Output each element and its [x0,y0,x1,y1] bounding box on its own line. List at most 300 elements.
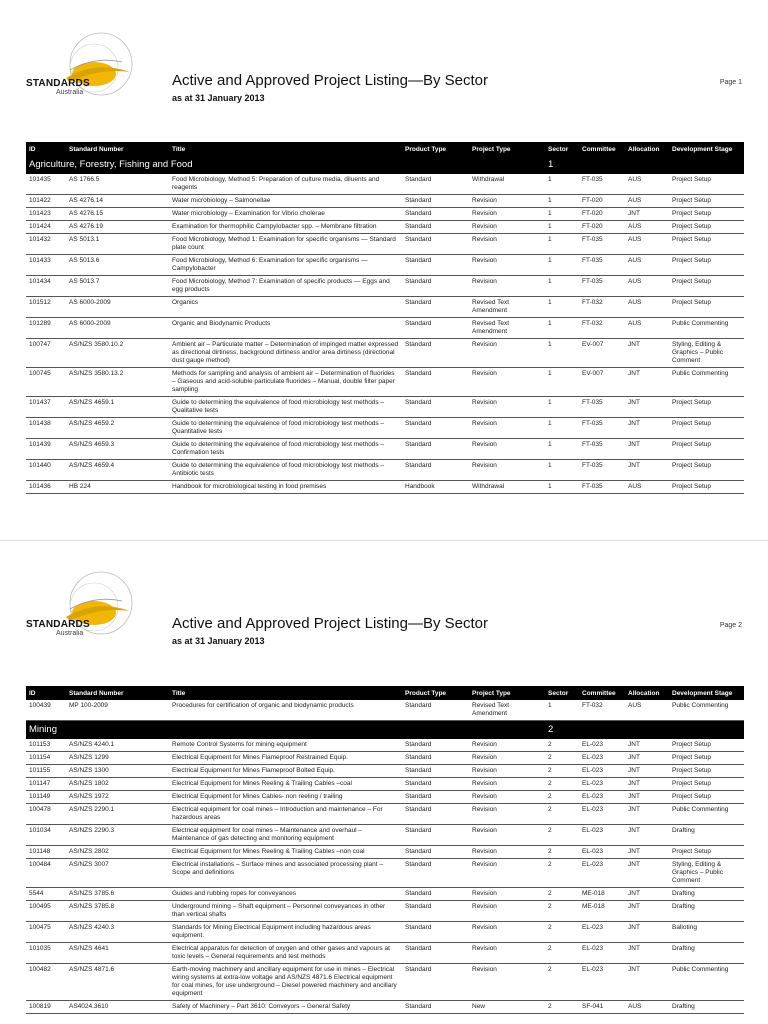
id-cell: 101424 [26,221,66,234]
development-stage-cell: Project Setup [669,276,744,297]
project-type-cell: Revision [469,942,545,963]
standard-number-cell: AS/NZS 4659.3 [66,439,169,460]
committee-cell: EL-023 [579,764,625,777]
table-row [26,318,744,339]
standard-number-cell: AS/NZS 3785.6 [66,887,169,900]
title-cell: Electrical Equipment for Mines Reeling & Trailing Cables –non coal [169,845,402,858]
sector-cell: 2 [545,887,579,900]
standard-number-cell: AS4024.3610 [66,1000,169,1013]
logo-subtext: Australia [56,89,84,96]
sector-cell: 2 [545,921,579,942]
id-cell: 101149 [26,790,66,803]
development-stage-cell: Styling, Editing & Graphics – Public Comment [669,339,744,368]
title-cell: Water microbiology – Examination for Vibrio cholerae [169,208,402,221]
development-stage-cell: Project Setup [669,418,744,439]
title-cell: Remote Control Systems for mining equipment [169,739,402,752]
committee-cell: FT-032 [579,700,625,721]
product-type-cell: Standard [402,790,469,803]
product-type-cell: Standard [402,921,469,942]
sector-cell: 2 [545,764,579,777]
allocation-cell: JNT [625,751,669,764]
standard-number-cell: AS/NZS 4240.1 [66,739,169,752]
standard-number-cell: AS/NZS 3007 [66,858,169,887]
product-type-cell: Standard [402,255,469,276]
table-header-row [26,142,744,156]
sector-cell: 2 [545,845,579,858]
project-type-cell: Revision [469,845,545,858]
development-stage-cell: Project Setup [669,845,744,858]
page-number: Page 1 [719,79,742,86]
development-stage-cell: Project Setup [669,195,744,208]
sector-cell: 1 [545,481,579,494]
table-row [26,764,744,777]
project-type-cell: Revision [469,418,545,439]
project-type-cell: Revision [469,368,545,397]
project-type-cell: New [469,1000,545,1013]
title-cell: Electrical equipment for coal mines – Maintenance and overhaul – Maintenance of gas detecting and monitoring equipment [169,824,402,845]
id-cell: 100819 [26,1000,66,1013]
sector-header-row [26,721,744,739]
title-cell: Food Microbiology, Method 5: Preparation of culture media, diluents and reagents [169,174,402,195]
allocation-cell: JNT [625,900,669,921]
table-row [26,174,744,195]
product-type-cell: Standard [402,418,469,439]
development-stage-cell: Public Commenting [669,368,744,397]
page-2 [0,540,768,1024]
project-table [26,686,744,1014]
standard-number-cell: AS/NZS 4659.4 [66,460,169,481]
table-row [26,234,744,255]
logo-wordmark: STANDARDS [26,619,90,630]
page-title: Active and Approved Project Listing—By Sector [172,72,488,89]
sector-cell: 1 [545,255,579,276]
table-row [26,1000,744,1013]
project-type-cell: Revision [469,803,545,824]
logo-wordmark: STANDARDS [26,78,90,89]
sector-cell: 1 [545,297,579,318]
sector-cell: 2 [545,900,579,921]
committee-cell: EL-023 [579,845,625,858]
title-cell: Food Microbiology, Method 1: Examination for specific organisms — Standard plate count [169,234,402,255]
committee-cell: ME-018 [579,900,625,921]
committee-cell: EL-023 [579,824,625,845]
table-row [26,460,744,481]
development-stage-cell: Project Setup [669,439,744,460]
id-cell: 100439 [26,700,66,721]
sector-cell: 1 [545,439,579,460]
development-stage-cell: Drafting [669,900,744,921]
column-header: Committee [579,142,625,156]
allocation-cell: JNT [625,777,669,790]
sector-cell: 2 [545,963,579,1000]
id-cell: 101423 [26,208,66,221]
committee-cell: EL-023 [579,963,625,1000]
project-type-cell: Revision [469,824,545,845]
committee-cell: EL-023 [579,777,625,790]
development-stage-cell: Project Setup [669,481,744,494]
standard-number-cell: AS/NZS 1300 [66,764,169,777]
id-cell: 101147 [26,777,66,790]
title-cell: Standards for Mining Electrical Equipment including hazardous areas equipment. [169,921,402,942]
allocation-cell: AUS [625,481,669,494]
title-cell: Ambient air – Particulate matter – Determination of impinged matter expressed as directional dirtiness, background dirtiness and/or area dirtiness (directional dust gauge method) [169,339,402,368]
standard-number-cell: AS 5013.1 [66,234,169,255]
project-type-cell: Withdrawal [469,481,545,494]
title-cell: Food Microbiology, Method 7: Examination of specific products — Eggs and egg products [169,276,402,297]
project-type-cell: Revision [469,339,545,368]
allocation-cell: AUS [625,174,669,195]
title-cell: Handbook for microbiological testing in food premises [169,481,402,494]
title-cell: Water microbiology – Salmonellae [169,195,402,208]
product-type-cell: Standard [402,777,469,790]
standard-number-cell: AS/NZS 4240.3 [66,921,169,942]
id-cell: 101035 [26,942,66,963]
project-type-cell: Revision [469,195,545,208]
project-type-cell: Revision [469,439,545,460]
sector-cell: 1 [545,318,579,339]
development-stage-cell: Public Commenting [669,318,744,339]
product-type-cell: Standard [402,803,469,824]
development-stage-cell: Public Commenting [669,803,744,824]
table-row [26,739,744,752]
sector-cell: 2 [545,1000,579,1013]
table-row [26,803,744,824]
column-header: Project Type [469,686,545,700]
project-type-cell: Revision [469,777,545,790]
table-row [26,297,744,318]
title-cell: Electrical Equipment for Mines Reeling & Trailing Cables –coal [169,777,402,790]
sector-number: 2 [545,721,744,739]
development-stage-cell: Styling, Editing & Graphics – Public Comment [669,858,744,887]
product-type-cell: Standard [402,1000,469,1013]
development-stage-cell: Project Setup [669,174,744,195]
committee-cell: ME-018 [579,887,625,900]
table-row [26,418,744,439]
standard-number-cell: AS/NZS 4641 [66,942,169,963]
committee-cell: FT-035 [579,439,625,460]
development-stage-cell: Project Setup [669,221,744,234]
sector-cell: 2 [545,858,579,887]
product-type-cell: Standard [402,439,469,460]
title-cell: Procedures for certification of organic and biodynamic products [169,700,402,721]
sector-cell: 2 [545,739,579,752]
product-type-cell: Standard [402,751,469,764]
table-row [26,751,744,764]
standard-number-cell: AS 5013.6 [66,255,169,276]
project-type-cell: Revision [469,739,545,752]
allocation-cell: AUS [625,255,669,276]
table-row [26,845,744,858]
sector-cell: 1 [545,397,579,418]
id-cell: 100478 [26,803,66,824]
title-cell: Examination for thermophilic Campylobacter spp. – Membrane filtration [169,221,402,234]
development-stage-cell: Drafting [669,942,744,963]
sector-cell: 1 [545,234,579,255]
column-header: Sector [545,142,579,156]
standard-number-cell: AS/NZS 2290.1 [66,803,169,824]
project-type-cell: Revision [469,887,545,900]
development-stage-cell: Project Setup [669,764,744,777]
allocation-cell: AUS [625,234,669,255]
page-title: Active and Approved Project Listing—By Sector [172,615,488,632]
standards-australia-logo [26,569,146,669]
table-row [26,221,744,234]
project-type-cell: Withdrawal [469,174,545,195]
development-stage-cell: Public Commenting [669,700,744,721]
table-row [26,858,744,887]
table-row [26,368,744,397]
product-type-cell: Standard [402,397,469,418]
development-stage-cell: Project Setup [669,790,744,803]
standard-number-cell: AS 1766.5 [66,174,169,195]
committee-cell: FT-035 [579,397,625,418]
development-stage-cell: Balloting [669,921,744,942]
project-type-cell: Revision [469,900,545,921]
committee-cell: EV-007 [579,339,625,368]
product-type-cell: Standard [402,460,469,481]
id-cell: 101433 [26,255,66,276]
committee-cell: FT-020 [579,221,625,234]
title-cell: Earth-moving machinery and ancillary equipment for use in mines – Electrical wiring systems at extra-low voltage and AS/NZS 4871.6 Electrical equipment for coal mines, for use underground – Diesel powered machinery and ancillary equipment [169,963,402,1000]
sector-cell: 2 [545,824,579,845]
table-row [26,481,744,494]
table-row [26,824,744,845]
development-stage-cell: Project Setup [669,297,744,318]
standard-number-cell: AS/NZS 4659.1 [66,397,169,418]
allocation-cell: AUS [625,276,669,297]
column-header: Standard Number [66,142,169,156]
allocation-cell: JNT [625,368,669,397]
committee-cell: FT-035 [579,255,625,276]
product-type-cell: Standard [402,700,469,721]
id-cell: 101512 [26,297,66,318]
standard-number-cell: MP 100-2009 [66,700,169,721]
sector-cell: 1 [545,276,579,297]
title-cell: Electrical Equipment for Mines Flameproof Bolted Equip. [169,764,402,777]
id-cell: 100745 [26,368,66,397]
product-type-cell: Standard [402,900,469,921]
sector-cell: 1 [545,339,579,368]
sector-cell: 2 [545,777,579,790]
column-header: Development Stage [669,142,744,156]
product-type-cell: Standard [402,208,469,221]
id-cell: 101438 [26,418,66,439]
id-cell: 101289 [26,318,66,339]
project-type-cell: Revision [469,460,545,481]
product-type-cell: Standard [402,845,469,858]
development-stage-cell: Project Setup [669,208,744,221]
allocation-cell: JNT [625,439,669,460]
title-cell: Guide to determining the equivalence of food microbiology test methods – Qualitative tests [169,397,402,418]
table-row [26,942,744,963]
column-header: Allocation [625,142,669,156]
title-cell: Electrical installations – Surface mines and associated processing plant – Scope and definitions [169,858,402,887]
development-stage-cell: Drafting [669,1000,744,1013]
allocation-cell: JNT [625,339,669,368]
id-cell: 101434 [26,276,66,297]
table-row [26,900,744,921]
table-row [26,700,744,721]
development-stage-cell: Project Setup [669,739,744,752]
title-cell: Underground mining – Shaft equipment – Personnel conveyances in other than vertical shafts [169,900,402,921]
standard-number-cell: AS/NZS 1972 [66,790,169,803]
allocation-cell: JNT [625,921,669,942]
development-stage-cell: Project Setup [669,255,744,276]
table-row [26,397,744,418]
committee-cell: FT-035 [579,460,625,481]
development-stage-cell: Public Commenting [669,963,744,1000]
sector-name: Mining [26,721,545,739]
product-type-cell: Standard [402,887,469,900]
committee-cell: EV-007 [579,368,625,397]
development-stage-cell: Drafting [669,887,744,900]
title-cell: Organic and Biodynamic Products [169,318,402,339]
product-type-cell: Standard [402,824,469,845]
page-subtitle: as at 31 January 2013 [172,636,265,646]
allocation-cell: JNT [625,858,669,887]
committee-cell: EL-023 [579,921,625,942]
id-cell: 100475 [26,921,66,942]
product-type-cell: Handbook [402,481,469,494]
allocation-cell: JNT [625,764,669,777]
id-cell: 101422 [26,195,66,208]
product-type-cell: Standard [402,739,469,752]
allocation-cell: AUS [625,318,669,339]
product-type-cell: Standard [402,195,469,208]
id-cell: 101440 [26,460,66,481]
column-header: Title [169,142,402,156]
allocation-cell: JNT [625,887,669,900]
allocation-cell: AUS [625,700,669,721]
column-header: Standard Number [66,686,169,700]
sector-cell: 2 [545,751,579,764]
allocation-cell: JNT [625,824,669,845]
column-header: Allocation [625,686,669,700]
project-table [26,142,744,494]
title-cell: Electrical apparatus for detection of oxygen and other gases and vapours at toxic levels – General requirements and test methods [169,942,402,963]
id-cell: 100482 [26,963,66,1000]
sector-cell: 1 [545,195,579,208]
standards-australia-logo [26,30,146,130]
title-cell: Electrical equipment for coal mines – Introduction and maintenance – For hazardous areas [169,803,402,824]
committee-cell: FT-032 [579,318,625,339]
column-header: Sector [545,686,579,700]
product-type-cell: Standard [402,368,469,397]
allocation-cell: JNT [625,790,669,803]
table-row [26,339,744,368]
sector-cell: 2 [545,803,579,824]
id-cell: 101435 [26,174,66,195]
table-header-row [26,686,744,700]
allocation-cell: AUS [625,1000,669,1013]
committee-cell: SF-041 [579,1000,625,1013]
allocation-cell: JNT [625,803,669,824]
title-cell: Guides and rubbing ropes for conveyances [169,887,402,900]
standard-number-cell: AS 6000-2009 [66,318,169,339]
column-header: Development Stage [669,686,744,700]
committee-cell: FT-035 [579,481,625,494]
committee-cell: EL-023 [579,942,625,963]
standard-number-cell: AS 4276.15 [66,208,169,221]
standard-number-cell: AS/NZS 2802 [66,845,169,858]
table-row [26,195,744,208]
development-stage-cell: Project Setup [669,460,744,481]
id-cell: 100747 [26,339,66,368]
column-header: Title [169,686,402,700]
standard-number-cell: HB 224 [66,481,169,494]
sector-cell: 2 [545,790,579,803]
title-cell: Safety of Machinery – Part 3610: Conveyors – General Safety [169,1000,402,1013]
committee-cell: EL-023 [579,739,625,752]
project-type-cell: Revised Text Amendment [469,318,545,339]
page-subtitle: as at 31 January 2013 [172,93,265,103]
project-type-cell: Revised Text Amendment [469,297,545,318]
column-header: Product Type [402,142,469,156]
standard-number-cell: AS/NZS 1299 [66,751,169,764]
development-stage-cell: Project Setup [669,397,744,418]
id-cell: 101439 [26,439,66,460]
project-type-cell: Revision [469,276,545,297]
product-type-cell: Standard [402,221,469,234]
allocation-cell: JNT [625,418,669,439]
development-stage-cell: Project Setup [669,234,744,255]
table-row [26,887,744,900]
project-type-cell: Revision [469,764,545,777]
sector-cell: 1 [545,700,579,721]
sector-header-row [26,156,744,174]
allocation-cell: JNT [625,845,669,858]
column-header: Product Type [402,686,469,700]
id-cell: 101153 [26,739,66,752]
logo-subtext: Australia [56,630,84,637]
project-type-cell: Revision [469,255,545,276]
id-cell: 5544 [26,887,66,900]
product-type-cell: Standard [402,234,469,255]
project-type-cell: Revision [469,751,545,764]
allocation-cell: AUS [625,221,669,234]
committee-cell: FT-035 [579,234,625,255]
product-type-cell: Standard [402,942,469,963]
project-type-cell: Revision [469,790,545,803]
allocation-cell: JNT [625,460,669,481]
standard-number-cell: AS 4276.14 [66,195,169,208]
committee-cell: FT-035 [579,418,625,439]
allocation-cell: JNT [625,963,669,1000]
id-cell: 101148 [26,845,66,858]
standard-number-cell: AS/NZS 2290.3 [66,824,169,845]
title-cell: Guide to determining the equivalence of food microbiology test methods – Confirmation tests [169,439,402,460]
committee-cell: EL-023 [579,803,625,824]
project-type-cell: Revision [469,234,545,255]
standard-number-cell: AS 6000-2009 [66,297,169,318]
sector-number: 1 [545,156,744,174]
page-number: Page 2 [719,622,742,629]
product-type-cell: Standard [402,318,469,339]
project-type-cell: Revision [469,221,545,234]
title-cell: Food Microbiology, Method 6: Examination for specific organisms — Campylobacter [169,255,402,276]
allocation-cell: JNT [625,208,669,221]
project-type-cell: Revision [469,208,545,221]
committee-cell: FT-035 [579,276,625,297]
allocation-cell: JNT [625,942,669,963]
table-row [26,777,744,790]
column-header: Committee [579,686,625,700]
title-cell: Guide to determining the equivalence of food microbiology test methods – Quantitative tests [169,418,402,439]
sector-cell: 2 [545,942,579,963]
standard-number-cell: AS/NZS 4659.2 [66,418,169,439]
development-stage-cell: Project Setup [669,751,744,764]
project-type-cell: Revision [469,963,545,1000]
